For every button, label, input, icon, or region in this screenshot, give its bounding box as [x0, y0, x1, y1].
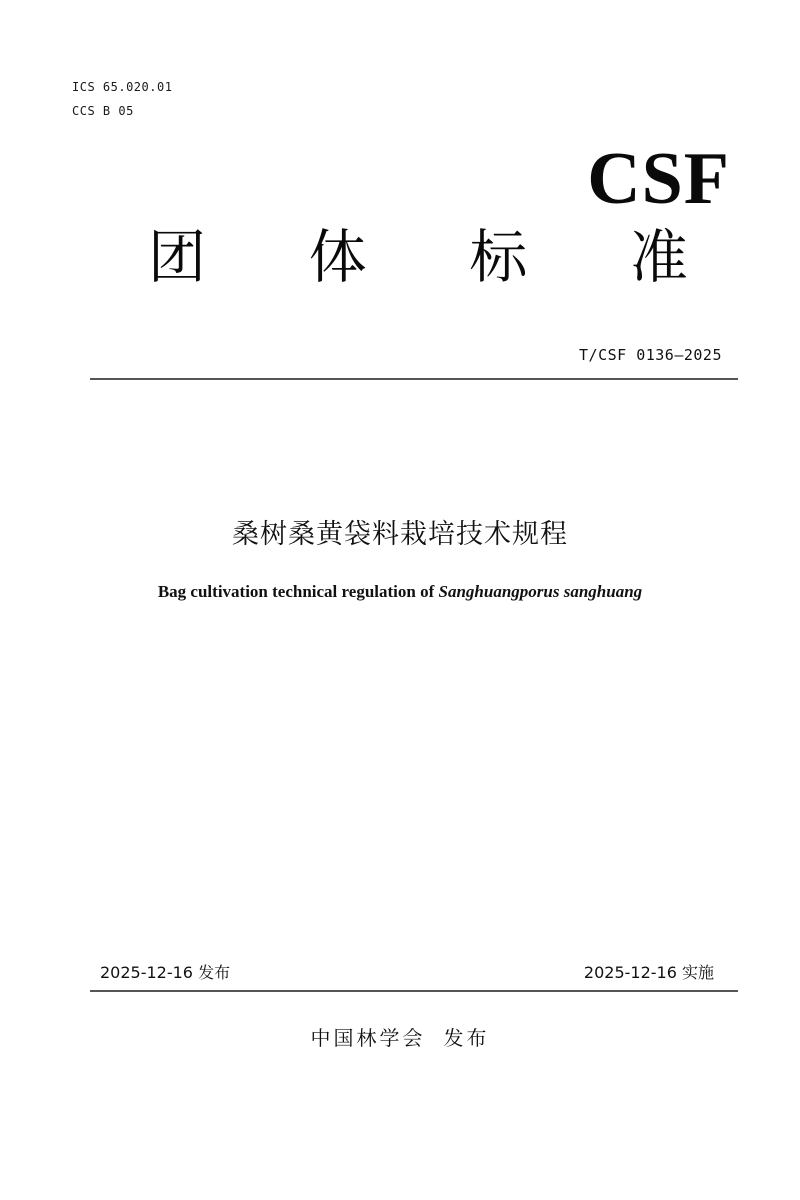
title-english	[0, 582, 800, 602]
top-divider	[90, 378, 738, 380]
title-english-prefix: Bag cultivation technical regulation of	[157, 582, 439, 601]
standard-type-heading	[148, 223, 688, 291]
standard-number: T/CSF 0136—2025	[579, 346, 722, 364]
publisher-action: 发布	[443, 1026, 490, 1050]
publisher-line	[0, 1022, 800, 1051]
standard-type-char: 标	[469, 223, 528, 291]
title-chinese: 桑树桑黄袋料栽培技术规程	[232, 519, 568, 550]
title-english-species: Sanghuangporus sanghuang	[438, 582, 643, 601]
ccs-code: CCS B 05	[72, 104, 134, 118]
publisher-org: 中国林学会	[310, 1026, 426, 1050]
standard-type-char: 团	[148, 223, 207, 291]
standard-type-char: 准	[629, 223, 688, 291]
implementation-date: 2025-12-16 实施	[583, 963, 714, 982]
standard-type-char: 体	[308, 223, 367, 291]
csf-logo: CSF	[587, 138, 730, 220]
ics-code: ICS 65.020.01	[72, 80, 173, 94]
bottom-divider	[90, 990, 738, 992]
publish-date: 2025-12-16 发布	[100, 963, 231, 982]
